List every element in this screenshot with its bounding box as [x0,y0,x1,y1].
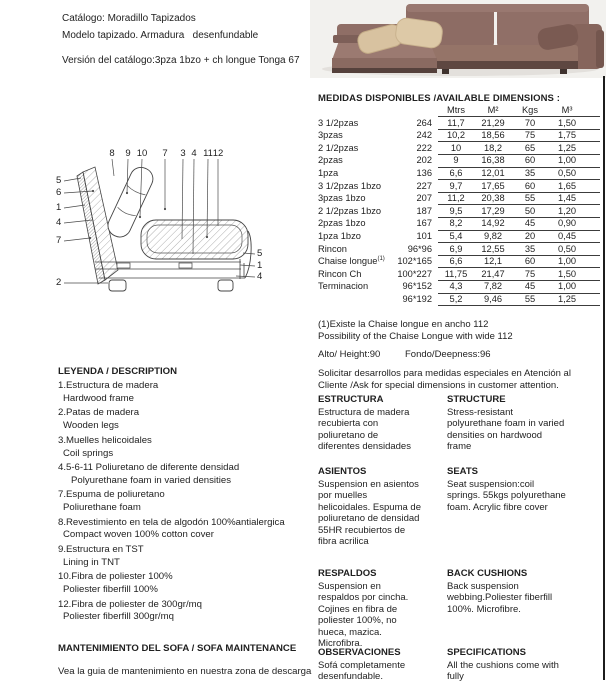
legend-item-en: Lining in TNT [63,556,120,568]
callout-number: 5 [257,248,263,259]
legend-item [58,462,316,488]
row-label-text: 1pza [318,168,339,179]
section-body-es: Sofá completamente desenfundable. [318,659,406,682]
row-values [438,193,600,205]
row-label-text: 1pza 1bzo [318,231,361,242]
table-row [318,168,600,181]
table-footnotes [318,319,513,343]
row-size: 242 [416,130,432,141]
legend-item-es: 1.Estructura de madera [58,380,159,391]
value-m2: 7,82 [483,281,503,292]
row-values [438,244,600,256]
value-mtrs: 11,75 [444,268,468,279]
row-values [438,168,600,180]
row-size: 167 [416,218,432,229]
row-label [318,256,396,266]
legend-item [58,407,316,433]
callout-number: 1 [56,202,62,213]
column-header-m3: M³ [561,105,573,115]
row-values [438,269,600,281]
value-mtrs: 8,2 [449,218,463,229]
row-values [438,218,600,230]
height-depth-line [318,349,491,360]
value-m3: 1,00 [557,155,577,166]
footnote-en: Possibility of the Chaise Longue with wide 112 [318,331,513,342]
value-mtrs: 10,2 [446,130,466,141]
legend-item [58,599,316,625]
table-row [318,155,600,168]
row-values [438,231,600,243]
row-label-text: 2pzas 1bzo [318,218,366,229]
value-kgs: 55 [524,193,536,204]
table-row [318,218,600,231]
callout-number: 4 [257,271,263,282]
value-m3: 1,25 [557,142,577,153]
table-row [318,206,600,219]
row-values [438,130,600,142]
sofa-cross-section-diagram [53,113,267,325]
legend-item-es: 12.Fibra de poliester de 300gr/mq [58,598,202,610]
value-kgs: 60 [524,180,536,191]
value-m2: 17,29 [481,205,505,216]
height-label: Alto/ Height:90 [318,349,381,360]
value-kgs: 70 [524,117,536,128]
legend [58,366,316,626]
legend-item-es: 8.Revestimiento en tela de algodón 100%antialergica [58,516,285,528]
value-kgs: 75 [524,130,536,141]
section-structure [447,394,567,453]
value-kgs: 35 [524,167,536,178]
row-size: 227 [416,180,432,191]
callout-number: 7 [56,235,62,246]
legend-item-es: 9.Estructura en TST [58,543,144,555]
value-m3: 1,25 [557,293,577,304]
legend-item-en: Hardwood frame [63,392,134,404]
legend-item [58,435,316,461]
value-mtrs: 10 [450,142,462,153]
row-values [438,143,600,155]
section-respaldos [318,568,422,650]
value-mtrs: 11,2 [447,193,465,204]
row-label-text: Rincon Ch [318,268,362,279]
value-kgs: 55 [524,293,536,304]
callout-number: 12 [212,148,224,159]
dimensions-rows [318,118,600,307]
section-title-es: RESPALDOS [318,568,377,579]
callout-number: 10 [136,148,148,159]
column-header-kgs: Kgs [521,105,539,115]
value-m3: 1,75 [557,130,577,141]
row-size: 202 [416,155,432,166]
row-size: 136 [416,167,432,178]
section-body-en: Seat suspension:coil springs. 55kgs polyurethane foam. Acrylic fibre cover [447,478,566,513]
column-header-m2: M² [487,105,499,115]
value-m3: 0,50 [557,167,577,178]
table-row [318,231,600,244]
row-label [318,218,396,228]
column-header-mtrs: Mtrs [446,105,466,115]
row-label [318,281,396,291]
row-values [438,155,600,167]
row-values [438,256,600,268]
legend-item-es: 2.Patas de madera [58,407,140,419]
row-label-text: 3 1/2pzas 1bzo [318,180,382,191]
row-size: 207 [416,193,432,204]
value-m3: 1,65 [557,180,577,191]
dimensions-table-title: MEDIDAS DISPONIBLES /AVAILABLE DIMENSIONS : [318,93,560,104]
value-m3: 1,20 [557,205,577,216]
dimensions-header-row [318,105,600,118]
callout-number: 5 [56,175,62,186]
row-size: 101 [416,230,432,241]
dimensions-table [318,105,600,307]
row-label [318,181,396,191]
legend-item-en: Coil springs [63,447,114,459]
legend-item-es: 4.5-6-11 Poliuretano de diferente densidad [58,461,240,473]
value-m2: 21,29 [481,117,505,128]
section-back-cushions [447,568,567,615]
row-label [318,168,396,178]
footnote-es: (1)Existe la Chaise longue en ancho 112 [318,319,489,330]
legend-item-en: Polyurethane foam in varied densities [63,474,231,486]
value-m3: 1,00 [557,256,577,267]
section-title-es: ESTRUCTURA [318,394,384,405]
section-title-en: SPECIFICATIONS [447,647,526,658]
value-kgs: 20 [524,230,536,241]
callout-number: 2 [56,277,62,288]
row-label [318,143,396,153]
table-row [318,181,600,194]
row-label-text: 3pzas [318,130,343,141]
row-label [318,269,396,279]
section-body-en: Back suspension webbing.Poliester fiberfill 100%. Microfibre. [447,580,553,615]
row-values [438,294,600,306]
row-size: 96*192 [402,293,432,304]
maintenance-body: Vea la guia de mantenimiento en nuestra zona de descarga [58,666,312,677]
table-row [318,256,600,269]
legend-item-en: Poliester fiberfill 300gr/mq [63,611,174,623]
legend-item-es: 7.Espuma de poliuretano [58,489,165,501]
value-m2: 12,1 [483,256,503,267]
row-label-text: 2 1/2pzas 1bzo [318,205,382,216]
section-asientos [318,466,422,548]
value-m2: 20,38 [481,193,505,204]
row-label-text: 2 1/2pzas [318,142,359,153]
value-kgs: 50 [524,205,536,216]
legend-item [58,544,316,570]
row-values [438,118,600,130]
callout-number: 3 [180,148,186,159]
row-values [438,181,600,193]
value-m2: 9,82 [483,230,503,241]
legend-item-en: Compact woven 100% cotton cover [63,529,214,541]
section-title-en: BACK CUSHIONS [447,568,528,579]
row-label [318,155,396,165]
maintenance-title: MANTENIMIENTO DEL SOFA / SOFA MAINTENANCE [58,643,297,654]
value-mtrs: 6,9 [449,243,463,254]
model-line: Modelo tapizado. Armadura desenfundable [62,30,259,41]
legend-item [58,571,316,597]
row-label [318,193,396,203]
value-mtrs: 5,4 [449,230,463,241]
table-row [318,281,600,294]
callout-number: 6 [56,187,62,198]
callout-number: 9 [125,148,131,159]
legend-item-es: 10.Fibra de poliester 100% [58,571,173,583]
legend-item [58,380,316,406]
value-m3: 1,50 [557,117,577,128]
value-mtrs: 9 [453,155,459,166]
column-headers [438,105,600,117]
value-m3: 0,50 [557,243,577,254]
table-row [318,143,600,156]
value-m2: 14,92 [481,218,505,229]
legend-items [58,380,316,624]
section-seats [447,466,567,513]
catalog-title: Catálogo: Moradillo Tapizados [62,13,196,24]
callout-number: 8 [109,148,115,159]
value-kgs: 35 [524,243,536,254]
value-m2: 18,2 [483,142,503,153]
value-m3: 0,90 [557,218,577,229]
legend-item [58,489,316,515]
page-edge-line [603,76,605,680]
legend-item-en: Poliester fiberfill 100% [63,584,158,596]
value-kgs: 60 [524,256,536,267]
table-row [318,193,600,206]
legend-item-en: Poliurethane foam [63,502,141,514]
value-mtrs: 9,7 [449,180,463,191]
row-values [438,206,600,218]
value-mtrs: 6,6 [449,256,463,267]
value-m3: 1,45 [557,193,577,204]
value-m2: 21,47 [481,268,505,279]
row-size: 102*165 [397,256,432,267]
row-size: 100*227 [397,268,432,279]
section-observaciones [318,647,422,683]
legend-item [58,517,316,543]
value-mtrs: 4,3 [449,281,463,292]
section-body-es: Suspension en asientos por muelles helicoidales. Espuma de poliuretano de densidad 55HR recubiertos de fibra acrilica [318,478,421,547]
section-body-en: All the cushions come with fully [447,659,559,682]
section-specifications [447,647,567,683]
table-row [318,130,600,143]
callout-number: 7 [162,148,168,159]
row-values [438,281,600,293]
value-mtrs: 6,6 [449,167,463,178]
value-mtrs: 5,2 [449,293,463,304]
depth-label: Fondo/Deepness:96 [405,349,491,360]
value-m3: 0,45 [557,230,577,241]
value-m2: 12,55 [481,243,505,254]
section-title-es: ASIENTOS [318,466,367,477]
callout-number: 1 [257,260,263,271]
value-m2: 17,65 [481,180,505,191]
value-m3: 1,00 [557,281,577,292]
value-m2: 9,46 [483,293,503,304]
row-label [318,244,396,254]
value-mtrs: 11,7 [447,117,465,128]
callout-number: 4 [191,148,197,159]
value-m2: 16,38 [481,155,505,166]
value-kgs: 45 [524,281,536,292]
callout-number: 4 [56,217,62,228]
value-kgs: 75 [524,268,536,279]
row-label-text: 2pzas [318,155,343,166]
section-body-en: Stress-resistant polyurethane foam in varied densities on hardwood frame [447,406,565,452]
row-size: 187 [416,205,432,216]
row-label-text: 3 1/2pzas [318,117,359,128]
table-row [318,118,600,131]
section-body-es: Estructura de madera recubierta con poliuretano de diferentes densidades [318,406,411,452]
section-body-es: Suspension en respaldos por cincha. Cojines en fibra de poliester 100%, no hueca, mazica. Microfibra. [318,580,409,649]
sofa-photo [310,0,606,78]
row-label-text: Terminacion [318,281,369,292]
section-title-es: OBSERVACIONES [318,647,401,658]
row-label-text: Chaise longue [318,256,378,267]
cross-section-drawing [53,113,267,325]
sofa-photo-illustration [310,0,606,78]
row-label [318,231,396,241]
value-m3: 1,50 [557,268,577,279]
legend-item-en: Wooden legs [63,420,119,432]
row-size: 264 [416,117,432,128]
row-size: 96*96 [407,243,432,254]
row-size: 96*152 [402,281,432,292]
section-title-en: STRUCTURE [447,394,506,405]
table-row [318,294,600,307]
table-row [318,269,600,282]
row-label [318,206,396,216]
callout-number: 11 [203,148,213,159]
value-mtrs: 9,5 [449,205,463,216]
row-size: 222 [416,142,432,153]
value-kgs: 65 [524,142,536,153]
row-label [318,118,396,128]
row-label-text: 3pzas 1bzo [318,193,366,204]
legend-title: LEYENDA / DESCRIPTION [58,366,178,377]
section-estructura [318,394,422,453]
row-label-text: Rincon [318,243,347,254]
row-label-footnote-mark: (1) [377,256,385,263]
legend-item-es: 3.Muelles helicoidales [58,434,152,446]
value-kgs: 60 [524,155,536,166]
value-m2: 18,56 [481,130,505,141]
row-label [318,130,396,140]
section-title-en: SEATS [447,466,478,477]
table-row [318,244,600,257]
value-m2: 12,01 [481,167,505,178]
special-dimensions-note: Solicitar desarrollos para medidas especiales en Atención al Cliente /Ask for special dimensions in customer attention. [318,368,571,391]
value-kgs: 45 [524,218,536,229]
version-line: Versión del catálogo:3pza 1bzo + ch longue Tonga 67 [62,55,300,66]
